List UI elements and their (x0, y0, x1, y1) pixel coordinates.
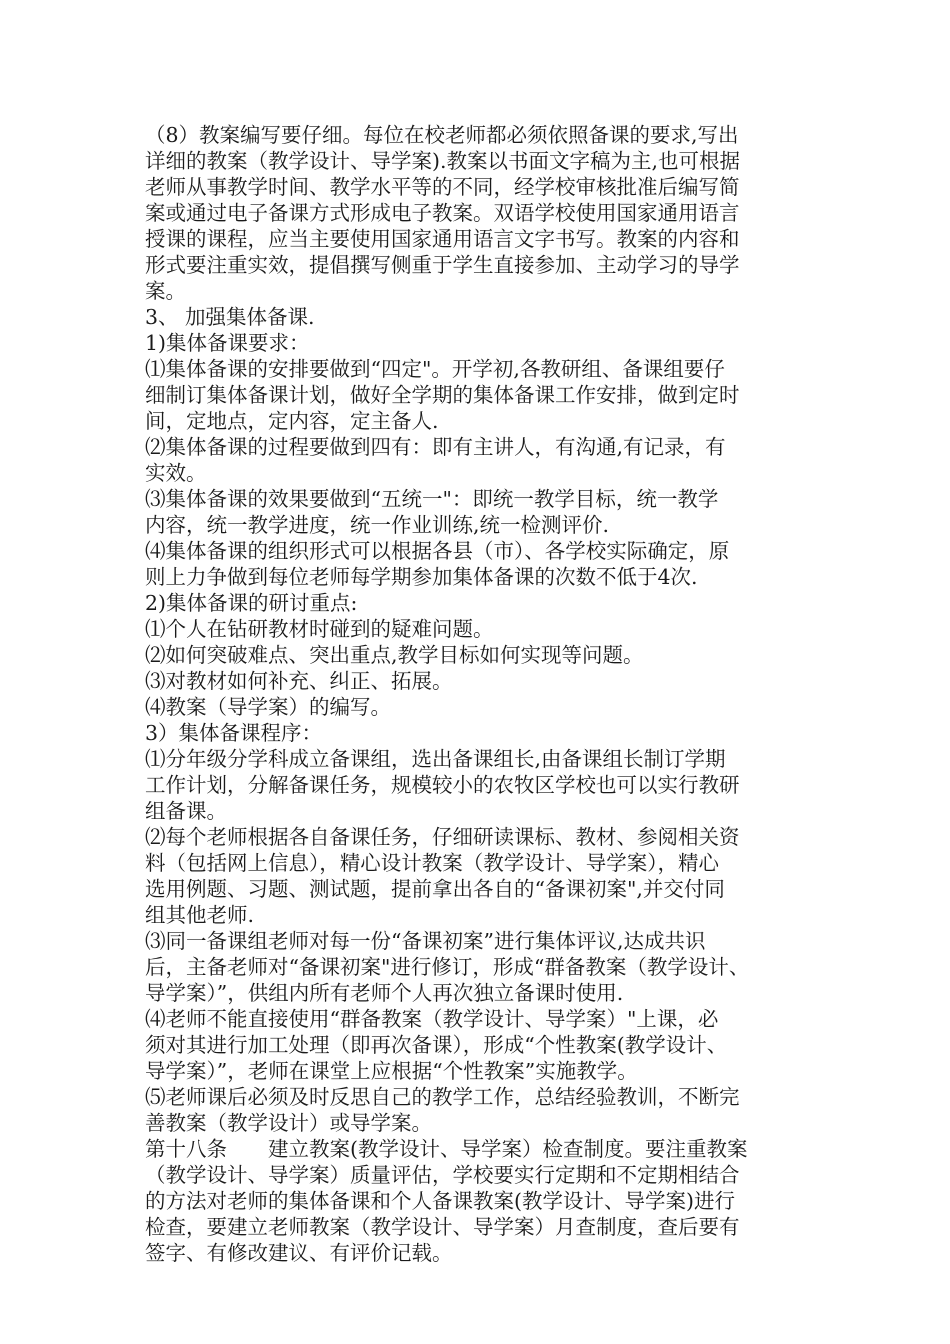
text-line: 详细的教案（教学设计、导学案).教案以书面文字稿为主,也可根据 (145, 149, 741, 173)
text-line: 组其他老师. (145, 903, 255, 927)
text-line: 组备课。 (145, 799, 227, 823)
text-line: 工作计划，分解备课任务，规模较小的农牧区学校也可以实行教研 (145, 773, 740, 797)
text-line: ⑶集体备课的效果要做到“五统一"：即统一教学目标，统一教学 (145, 487, 719, 511)
text-line: 签字、有修改建议、有评价记载。 (145, 1241, 453, 1265)
text-line: 间，定地点，定内容，定主备人. (145, 409, 439, 433)
text-line: 须对其进行加工处理（即再次备课），形成“个性教案(教学设计、 (145, 1033, 728, 1057)
text-line: 善教案（教学设计）或导学案。 (145, 1111, 432, 1135)
subsection-heading: 1)集体备课要求： (145, 331, 310, 355)
text-line: ⑵如何突破难点、突出重点,教学目标如何实现等问题。 (145, 643, 644, 667)
text-line: ⑶对教材如何补充、纠正、拓展。 (145, 669, 453, 693)
text-line: 授课的课程，应当主要使用国家通用语言文字书写。教案的内容和 (145, 227, 740, 251)
text-line: 后，主备老师对“备课初案"进行修订，形成“群备教案（教学设计、 (145, 955, 750, 979)
text-line: ⑴个人在钻研教材时碰到的疑难问题。 (145, 617, 494, 641)
text-line: 导学案）”，老师在课堂上应根据“个性教案”实施教学。 (145, 1059, 638, 1083)
text-line: ⑵集体备课的过程要做到四有：即有主讲人，有沟通,有记录，有 (145, 435, 726, 459)
text-line: ⑷集体备课的组织形式可以根据各县（市）、各学校实际确定，原 (145, 539, 730, 563)
text-line: 的方法对老师的集体备课和个人备课教案(教学设计、导学案)进行 (145, 1189, 735, 1213)
text-line: ⑴分年级分学科成立备课组，选出备课组长,由备课组长制订学期 (145, 747, 726, 771)
text-line: ⑵每个老师根据各自备课任务，仔细研读课标、教材、参阅相关资 (145, 825, 740, 849)
subsection-heading: 2)集体备课的研讨重点: (145, 591, 358, 615)
text-line: ⑶同一备课组老师对每一份“备课初案”进行集体评议,达成共识 (145, 929, 706, 953)
section-heading: 3、 加强集体备课. (145, 305, 315, 329)
text-line: 内容，统一教学进度，统一作业训练,统一检测评价. (145, 513, 610, 537)
text-line: ⑷教案（导学案）的编写。 (145, 695, 391, 719)
text-line: 案或通过电子备课方式形成电子教案。双语学校使用国家通用语言 (145, 201, 740, 225)
text-line: 导学案）”，供组内所有老师个人再次独立备课时使用. (145, 981, 624, 1005)
document-body (145, 122, 835, 1266)
text-line: ⑷老师不能直接使用“群备教案（教学设计、导学案）"上课，必 (145, 1007, 719, 1031)
text-line: 选用例题、习题、测试题，提前拿出各自的“备课初案",并交付同 (145, 877, 725, 901)
text-line: 料（包括网上信息），精心设计教案（教学设计、导学案），精心 (145, 851, 719, 875)
article-heading-line: 第十八条 建立教案(教学设计、导学案）检查制度。要注重教案 (145, 1137, 748, 1161)
subsection-heading: 3）集体备课程序： (145, 721, 323, 745)
text-line: 老师从事教学时间、教学水平等的不同，经学校审核批准后编写简 (145, 175, 740, 199)
text-line: 检查，要建立老师教案（教学设计、导学案）月查制度，查后要有 (145, 1215, 740, 1239)
text-line: ⑸老师课后必须及时反思自己的教学工作，总结经验教训，不断完 (145, 1085, 740, 1109)
text-line: 案。 (145, 279, 186, 303)
text-line: 实效。 (145, 461, 207, 485)
text-line: （8）教案编写要仔细。每位在校老师都必须依照备课的要求,写出 (145, 123, 739, 147)
text-line: 形式要注重实效，提倡撰写侧重于学生直接参加、主动学习的导学 (145, 253, 740, 277)
text-line: 细制订集体备课计划，做好全学期的集体备课工作安排，做到定时 (145, 383, 740, 407)
text-line: 则上力争做到每位老师每学期参加集体备课的次数不低于4次. (145, 565, 698, 589)
text-line: ⑴集体备课的安排要做到“四定"。开学初,各教研组、备课组要仔 (145, 357, 725, 381)
text-line: （教学设计、导学案）质量评估，学校要实行定期和不定期相结合 (145, 1163, 740, 1187)
